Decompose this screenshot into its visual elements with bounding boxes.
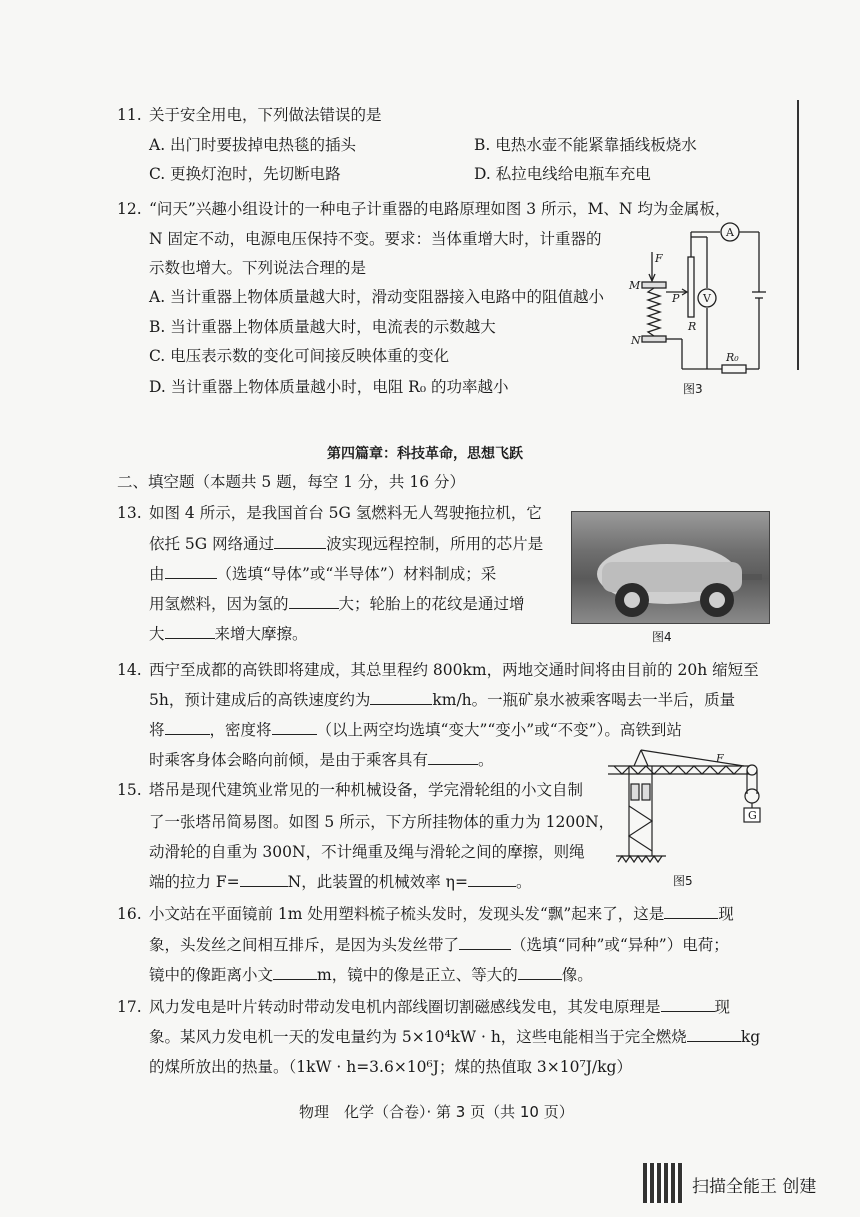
q17-line2: 象。某风力发电机一天的发电量约为 5×10⁴kW · h，这些电能相当于完全燃烧 kg	[149, 1028, 761, 1046]
q17-line1: 风力发电是叶片转动时带动发电机内部线圈切割磁感线发电，其发电原理是 现	[149, 998, 731, 1016]
q14-number: 14.	[117, 661, 142, 679]
q17-blank-2[interactable]	[687, 1027, 741, 1042]
figure5-caption: 图5	[673, 874, 693, 888]
fig3-label-v: V	[703, 292, 711, 305]
q15-line3: 动滑轮的自重为 300N，不计绳重及绳与滑轮之间的摩擦，则绳	[149, 843, 585, 861]
q13-line1: 如图 4 所示，是我国首台 5G 氢燃料无人驾驶拖拉机，它	[149, 504, 542, 522]
fig3-label-f: F	[655, 252, 663, 265]
q12-option-a: A. 当计重器上物体质量越大时，滑动变阻器接入电路中的阻值越小	[149, 288, 605, 306]
chapter-title: 第四篇章：科技革命，思想飞跃	[327, 446, 523, 462]
q12-stem-line3: 示数也增大。下列说法合理的是	[149, 259, 367, 277]
q14-blank-3[interactable]	[272, 720, 317, 735]
q14-blank-1[interactable]	[370, 690, 432, 705]
q16-blank-4[interactable]	[518, 965, 562, 980]
q15-blank-2[interactable]	[468, 872, 516, 887]
section-heading: 二、填空题（本题共 5 题，每空 1 分，共 16 分）	[117, 473, 466, 491]
q14-line1: 西宁至成都的高铁即将建成，其总里程约 800km，两地交通时间将由目前的 20h 缩短至	[149, 661, 759, 679]
q12-option-c: C. 电压表示数的变化可间接反映体重的变化	[149, 347, 450, 365]
q13-blank-3[interactable]	[289, 594, 339, 609]
q15-blank-1[interactable]	[240, 872, 288, 887]
q14-line2: 5h，预计建成后的高铁速度约为 km/h。一瓶矿泉水被乘客喝去一半后，质量	[149, 691, 736, 709]
q13-line4: 用氢燃料，因为氢的 大；轮胎上的花纹是通过增	[149, 595, 525, 613]
q16-blank-2[interactable]	[459, 935, 511, 950]
q11-option-b: B. 电热水壶不能紧靠插线板烧水	[474, 136, 697, 154]
q13-blank-4[interactable]	[165, 624, 215, 639]
q12-stem-line1: “问天”兴趣小组设计的一种电子计重器的电路原理如图 3 所示，M、N 均为金属板，	[149, 200, 731, 218]
q12-option-d: D. 当计重器上物体质量越小时，电阻 R₀ 的功率越小	[149, 378, 509, 396]
q16-number: 16.	[117, 905, 142, 923]
qr-code-icon	[643, 1163, 683, 1203]
q11-option-a: A. 出门时要拔掉电热毯的插头	[149, 136, 357, 154]
tractor-illustration	[572, 512, 769, 623]
q17-number: 17.	[117, 998, 142, 1016]
fig3-label-r: R	[688, 320, 697, 333]
q11-number: 11.	[117, 106, 142, 124]
q14-line4: 时乘客身体会略向前倾，是由于乘客具有 。	[149, 751, 494, 769]
margin-rule	[797, 100, 799, 370]
q13-line5: 大 来增大摩擦。	[149, 625, 308, 643]
q15-line1: 塔吊是现代建筑业常见的一种机械设备，学完滑轮组的小文自制	[149, 781, 584, 799]
figure4-tractor-photo	[571, 511, 770, 624]
figure3-circuit-diagram	[622, 222, 772, 402]
q13-number: 13.	[117, 504, 142, 522]
fig3-label-a: A	[726, 226, 734, 239]
q16-line1: 小文站在平面镜前 1m 处用塑料梳子梳头发时，发现头发“飘”起来了，这是 现	[149, 905, 734, 923]
scanner-brand-label: 扫描全能王 创建	[692, 1177, 817, 1197]
fig5-label-g: G	[748, 809, 757, 822]
q11-stem: 关于安全用电，下列做法错误的是	[149, 106, 382, 124]
fig3-label-n: N	[631, 334, 641, 347]
q15-number: 15.	[117, 781, 142, 799]
q15-line2: 了一张塔吊简易图。如图 5 所示，下方所挂物体的重力为 1200N，	[149, 813, 615, 831]
q16-blank-1[interactable]	[664, 904, 718, 919]
q17-blank-1[interactable]	[661, 997, 715, 1012]
q13-line2: 依托 5G 网络通过 波实现远程控制，所用的芯片是	[149, 535, 544, 553]
fig5-label-f: F	[716, 752, 724, 765]
q12-number: 12.	[117, 200, 142, 218]
q12-stem-line2: N 固定不动，电源电压保持不变。要求：当体重增大时，计重器的	[149, 230, 602, 248]
q11-option-c: C. 更换灯泡时，先切断电路	[149, 165, 341, 183]
q16-line3: 镜中的像距离小文 m，镜中的像是正立、等大的 像。	[149, 966, 593, 984]
q16-blank-3[interactable]	[273, 965, 317, 980]
q12-option-b: B. 当计重器上物体质量越大时，电流表的示数越大	[149, 318, 496, 336]
figure5-crane-diagram	[604, 746, 774, 866]
page-footer: 物理 化学（合卷）· 第 3 页（共 10 页）	[299, 1103, 574, 1121]
q13-line3: 由 （选填“导体”或“半导体”）材料制成；采	[149, 565, 497, 583]
q13-blank-1[interactable]	[274, 534, 326, 549]
figure3-caption: 图3	[683, 382, 703, 396]
fig3-label-m: M	[629, 279, 641, 292]
q13-blank-2[interactable]	[165, 564, 217, 579]
q16-line2: 象，头发丝之间相互排斥，是因为头发丝带了 （选填“同种”或“异种”）电荷；	[149, 936, 729, 954]
q17-line3: 的煤所放出的热量。（1kW · h=3.6×10⁶J；煤的热值取 3×10⁷J/kg）	[149, 1058, 632, 1076]
fig3-label-r0: R₀	[726, 351, 739, 364]
q14-line3: 将 ，密度将 （以上两空均选填“变大”“变小”或“不变”）。高铁到站	[149, 721, 682, 739]
q11-option-d: D. 私拉电线给电瓶车充电	[474, 165, 651, 183]
q14-blank-2[interactable]	[165, 720, 210, 735]
q14-blank-4[interactable]	[428, 750, 478, 765]
fig3-label-p: P	[672, 292, 680, 305]
q15-line4: 端的拉力 F= N，此装置的机械效率 η= 。	[149, 873, 532, 891]
figure4-caption: 图4	[652, 630, 672, 644]
